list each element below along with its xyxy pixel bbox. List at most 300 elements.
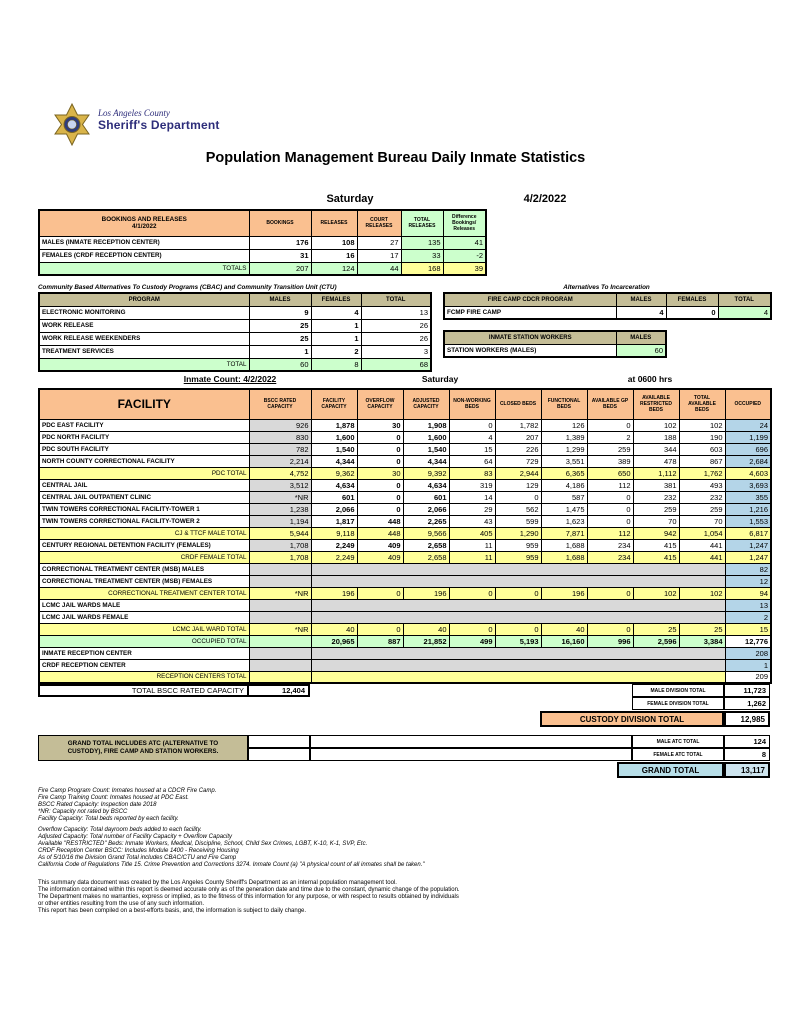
table-cell: 1,475 <box>541 503 587 515</box>
grand-total-note <box>38 735 248 761</box>
table-cell: 1,782 <box>495 419 541 431</box>
table-cell: 11 <box>449 539 495 551</box>
table-cell <box>249 611 311 623</box>
table-row <box>39 623 771 635</box>
male-division-row <box>632 684 770 697</box>
table-cell: 44 <box>357 262 401 275</box>
table-cell: 102 <box>633 419 679 431</box>
table-cell <box>249 671 311 683</box>
text-line: California Code of Regulations Title 15. Crime Prevention and Corrections 3274. Inmate Count (a) "A physical count of all inmates shall be taken." <box>38 862 425 868</box>
table-cell: *NR <box>249 623 311 635</box>
table-cell: 2 <box>587 431 633 443</box>
table-row <box>39 611 771 623</box>
table-cell: 4,603 <box>725 467 771 479</box>
table-cell: CENTURY REGIONAL DETENTION FACILITY (FEMALES) <box>39 539 249 551</box>
grand-note-line2: CUSTODY), FIRE CAMP AND STATION WORKERS. <box>67 748 219 755</box>
table-cell: CENTRAL JAIL <box>39 479 249 491</box>
table-cell: 9 <box>249 306 311 319</box>
cbac-title: Community Based Alternatives To Custody Programs (CBAC) and Community Transition Unit (CTU) <box>38 284 337 291</box>
table-cell: 112 <box>587 527 633 539</box>
table-cell: 2 <box>725 611 771 623</box>
custody-division-label: CUSTODY DIVISION TOTAL <box>540 711 724 727</box>
table-cell: 33 <box>401 249 443 262</box>
table-cell: 13 <box>725 599 771 611</box>
table-cell: 1,708 <box>249 551 311 563</box>
table-cell: 17 <box>357 249 401 262</box>
table-cell: 1,600 <box>311 431 357 443</box>
text-line: As of 5/10/16 the Division Grand Total includes CBAC/CTU and Fire Camp <box>38 855 237 861</box>
table-cell <box>311 575 725 587</box>
col-total: TOTAL <box>361 293 431 306</box>
sheriff-star-icon <box>52 103 92 152</box>
table-cell: 102 <box>679 419 725 431</box>
text-line: The Department makes no warranties, express or implied, as to the fitness of this information for any purpose, or with respect to results obtained by individuals <box>38 894 459 900</box>
table-cell: 1 <box>725 659 771 671</box>
table-cell: 2,684 <box>725 455 771 467</box>
table-cell: 696 <box>725 443 771 455</box>
female-atc-row <box>632 748 770 761</box>
table-cell: 1,238 <box>249 503 311 515</box>
table-cell: 26 <box>361 332 431 345</box>
table-cell: 4,634 <box>403 479 449 491</box>
table-cell: 415 <box>633 551 679 563</box>
table-cell: 2,066 <box>403 503 449 515</box>
col-males: MALES <box>616 293 666 306</box>
grand-note-line1: GRAND TOTAL INCLUDES ATC (ALTERNATIVE TO <box>67 739 219 747</box>
female-division-label: FEMALE DIVISION TOTAL <box>632 697 724 710</box>
table-cell: 234 <box>587 539 633 551</box>
table-cell: 16,160 <box>541 635 587 647</box>
col-females: FEMALES <box>666 293 718 306</box>
table-cell: 1,112 <box>633 467 679 479</box>
table-cell: 43 <box>449 515 495 527</box>
table-cell: 168 <box>401 262 443 275</box>
table-cell: 207 <box>249 262 311 275</box>
table-cell: 208 <box>725 647 771 659</box>
table-row <box>444 331 666 344</box>
table-cell: 2,944 <box>495 467 541 479</box>
table-cell: 0 <box>357 455 403 467</box>
table-cell: 1,389 <box>541 431 587 443</box>
table-cell: 1,600 <box>403 431 449 443</box>
gray-merged-cell <box>310 735 632 748</box>
table-cell: 415 <box>633 539 679 551</box>
table-row <box>39 599 771 611</box>
footnotes-group2 <box>38 827 425 869</box>
table-cell: 0 <box>357 491 403 503</box>
table-cell: 82 <box>725 563 771 575</box>
table-cell: 40 <box>311 623 357 635</box>
table-cell: 0 <box>357 587 403 599</box>
table-cell: 1 <box>249 345 311 358</box>
table-row <box>39 293 431 306</box>
table-cell: 1,553 <box>725 515 771 527</box>
table-cell: 1,817 <box>311 515 357 527</box>
text-line: CRDF Reception Center BSCC: Includes Module 1400 - Receiving Housing <box>38 848 239 854</box>
report-day: Saturday <box>326 193 374 205</box>
table-cell: 196 <box>403 587 449 599</box>
table-row <box>39 431 771 443</box>
total-bscc-value: 12,404 <box>248 684 310 697</box>
table-cell: 259 <box>633 503 679 515</box>
table-cell: 234 <box>587 551 633 563</box>
col-occupied: OCCUPIED <box>725 389 771 419</box>
table-cell: 562 <box>495 503 541 515</box>
table-cell: 4,344 <box>311 455 357 467</box>
table-cell: CENTRAL JAIL OUTPATIENT CLINIC <box>39 491 249 503</box>
table-cell: 448 <box>357 515 403 527</box>
table-row <box>39 635 771 647</box>
table-row <box>39 647 771 659</box>
text-line: Fire Camp Training Count: Inmates housed at PDC East. <box>38 795 189 801</box>
table-cell: 1,054 <box>679 527 725 539</box>
col-males: MALES <box>616 331 666 344</box>
page-title: Population Management Bureau Daily Inmate Statistics <box>205 150 586 166</box>
table-cell: 4,634 <box>311 479 357 491</box>
table-cell: *NR <box>249 491 311 503</box>
table-cell: 176 <box>249 236 311 249</box>
table-row <box>39 539 771 551</box>
table-row <box>39 491 771 503</box>
table-cell: 15 <box>449 443 495 455</box>
table-cell: LCMC JAIL WARDS MALE <box>39 599 249 611</box>
table-cell: 3,384 <box>679 635 725 647</box>
table-cell <box>249 563 311 575</box>
table-cell: 25 <box>679 623 725 635</box>
table-cell: 8 <box>311 358 361 371</box>
table-row <box>39 332 431 345</box>
table-cell: NORTH COUNTY CORRECTIONAL FACILITY <box>39 455 249 467</box>
table-cell: 650 <box>587 467 633 479</box>
facility-table <box>38 388 772 684</box>
table-row <box>39 659 771 671</box>
inmate-count-title: Inmate Count: 4/2/2022 <box>183 374 277 384</box>
table-cell: 25 <box>249 319 311 332</box>
agency-county-label: Los Angeles County <box>98 108 170 118</box>
text-line: Adjusted Capacity: Total number of Facility Capacity + Overflow Capacity <box>38 834 233 840</box>
table-row <box>39 467 771 479</box>
col-facility: FACILITY <box>39 389 249 419</box>
table-cell: 3,693 <box>725 479 771 491</box>
grand-total-row <box>617 762 770 778</box>
table-row <box>39 587 771 599</box>
col-difference: Difference Bookings/ Releases <box>443 210 486 236</box>
table-cell: 355 <box>725 491 771 503</box>
table-cell: 1,708 <box>249 539 311 551</box>
col-total-releases: TOTAL RELEASES <box>401 210 443 236</box>
table-cell <box>311 659 725 671</box>
table-cell: 226 <box>495 443 541 455</box>
table-cell: 108 <box>311 236 357 249</box>
table-cell: 1,762 <box>679 467 725 479</box>
table-row <box>444 293 771 306</box>
table-cell: 135 <box>401 236 443 249</box>
table-cell: *NR <box>249 587 311 599</box>
table-cell: 102 <box>679 587 725 599</box>
table-cell: LCMC JAIL WARD TOTAL <box>39 623 249 635</box>
table-cell: 29 <box>449 503 495 515</box>
table-cell: PDC EAST FACILITY <box>39 419 249 431</box>
table-row <box>39 262 486 275</box>
row-label: WORK RELEASE WEEKENDERS <box>39 332 249 345</box>
table-cell: 0 <box>449 623 495 635</box>
table-cell: 94 <box>725 587 771 599</box>
table-cell: 599 <box>495 515 541 527</box>
table-cell: 441 <box>679 539 725 551</box>
table-cell: 112 <box>587 479 633 491</box>
table-cell: 1,688 <box>541 551 587 563</box>
bookings-table <box>38 209 487 276</box>
table-cell: 26 <box>361 319 431 332</box>
table-row <box>39 236 486 249</box>
col-closed-beds: CLOSED BEDS <box>495 389 541 419</box>
table-cell: 959 <box>495 539 541 551</box>
table-cell: 0 <box>587 587 633 599</box>
table-cell: 448 <box>357 527 403 539</box>
table-row <box>39 503 771 515</box>
female-atc-value: 8 <box>724 748 770 761</box>
table-cell: CORRECTIONAL TREATMENT CENTER (MSB) FEMALES <box>39 575 249 587</box>
table-cell: 259 <box>587 443 633 455</box>
col-males: MALES <box>249 293 311 306</box>
table-cell: 1,247 <box>725 551 771 563</box>
table-cell: CORRECTIONAL TREATMENT CENTER TOTAL <box>39 587 249 599</box>
table-row <box>39 479 771 491</box>
table-cell: 1,194 <box>249 515 311 527</box>
table-cell: RECEPTION CENTERS TOTAL <box>39 671 249 683</box>
text-line: *NR: Capacity not rated by BSCC <box>38 809 128 815</box>
table-cell: 129 <box>495 479 541 491</box>
table-cell: 25 <box>633 623 679 635</box>
table-cell: 40 <box>541 623 587 635</box>
disclaimer <box>38 880 460 915</box>
table-cell: 259 <box>679 503 725 515</box>
table-header-row <box>39 389 771 419</box>
table-cell: 39 <box>443 262 486 275</box>
table-cell: 2,249 <box>311 539 357 551</box>
table-cell <box>311 611 725 623</box>
table-cell <box>249 575 311 587</box>
table-cell: 4 <box>616 306 666 319</box>
table-row <box>39 515 771 527</box>
table-cell: 232 <box>679 491 725 503</box>
col-releases: RELEASES <box>311 210 357 236</box>
table-cell: OCCUPIED TOTAL <box>39 635 249 647</box>
table-cell: 188 <box>633 431 679 443</box>
col-females: FEMALES <box>311 293 361 306</box>
table-row <box>39 455 771 467</box>
table-cell: 11 <box>449 551 495 563</box>
row-label: STATION WORKERS (MALES) <box>444 344 616 357</box>
totals-label: TOTAL <box>39 358 249 371</box>
table-cell: 959 <box>495 551 541 563</box>
table-cell: 196 <box>541 587 587 599</box>
table-row <box>39 306 431 319</box>
table-cell: 30 <box>357 467 403 479</box>
table-cell: 60 <box>249 358 311 371</box>
table-cell: 729 <box>495 455 541 467</box>
table-cell: 40 <box>403 623 449 635</box>
table-cell <box>311 563 725 575</box>
table-cell: 4 <box>311 306 361 319</box>
table-cell: 12 <box>725 575 771 587</box>
table-cell: 441 <box>679 551 725 563</box>
table-cell: 603 <box>679 443 725 455</box>
text-line: The information contained within this report is deemed accurate only as of the generation date and time due to the constant, dynamic change of the population. <box>38 887 460 893</box>
custody-division-row <box>540 711 770 727</box>
table-cell: 0 <box>357 443 403 455</box>
table-cell: 68 <box>361 358 431 371</box>
table-cell: 478 <box>633 455 679 467</box>
table-cell: 1,688 <box>541 539 587 551</box>
female-atc-label: FEMALE ATC TOTAL <box>632 748 724 761</box>
table-cell: 926 <box>249 419 311 431</box>
table-row <box>39 358 431 371</box>
row-label: ELECTRONIC MONITORING <box>39 306 249 319</box>
col-adjusted-capacity: ADJUSTED CAPACITY <box>403 389 449 419</box>
table-cell: 207 <box>495 431 541 443</box>
table-cell: 2,249 <box>311 551 357 563</box>
table-cell: 1,199 <box>725 431 771 443</box>
table-cell: 587 <box>541 491 587 503</box>
table-row <box>444 344 666 357</box>
gray-cell <box>248 748 310 761</box>
table-cell: INMATE RECEPTION CENTER <box>39 647 249 659</box>
col-available-gp-beds: AVAILABLE GP BEDS <box>587 389 633 419</box>
table-cell: 1,216 <box>725 503 771 515</box>
table-cell: 409 <box>357 539 403 551</box>
table-cell: 344 <box>633 443 679 455</box>
agency-header <box>52 103 220 152</box>
col-bookings: BOOKINGS <box>249 210 311 236</box>
table-cell: 4,186 <box>541 479 587 491</box>
table-cell: 31 <box>249 249 311 262</box>
table-cell <box>249 647 311 659</box>
table-cell: 5,193 <box>495 635 541 647</box>
table-cell: 0 <box>666 306 718 319</box>
table-cell: 9,392 <box>403 467 449 479</box>
cbac-table <box>38 292 432 372</box>
table-cell: 12,776 <box>725 635 771 647</box>
female-division-value: 1,262 <box>724 697 770 710</box>
table-cell: 0 <box>587 503 633 515</box>
table-cell: 6,365 <box>541 467 587 479</box>
table-cell: 27 <box>357 236 401 249</box>
table-row <box>39 671 771 683</box>
fire-camp-header: FIRE CAMP CDCR PROGRAM <box>444 293 616 306</box>
table-cell: 493 <box>679 479 725 491</box>
table-cell: CRDF RECEPTION CENTER <box>39 659 249 671</box>
footnotes-group1 <box>38 788 216 823</box>
table-cell: 319 <box>449 479 495 491</box>
text-line: Overflow Capacity: Total dayroom beds added to each facility. <box>38 827 202 833</box>
table-cell: 41 <box>443 236 486 249</box>
total-bscc-label: TOTAL BSCC RATED CAPACITY <box>38 684 248 697</box>
table-cell: 0 <box>587 419 633 431</box>
table-row <box>39 249 486 262</box>
table-cell: 0 <box>587 515 633 527</box>
col-overflow-capacity: OVERFLOW CAPACITY <box>357 389 403 419</box>
table-cell: 2,658 <box>403 539 449 551</box>
row-label: FEMALES (CRDF RECEPTION CENTER) <box>39 249 249 262</box>
table-cell: 16 <box>311 249 357 262</box>
table-cell: 887 <box>357 635 403 647</box>
table-cell: 5,944 <box>249 527 311 539</box>
table-cell: 4 <box>718 306 771 319</box>
text-line: Available "RESTRICTED" Beds: Inmate Workers, Medical, Discipline, School, Child Sex Crimes, LGBT, K-10, K-1, SVP, Etc. <box>38 841 368 847</box>
table-cell: 867 <box>679 455 725 467</box>
table-cell: 3 <box>361 345 431 358</box>
table-cell: 1 <box>311 319 361 332</box>
row-label: WORK RELEASE <box>39 319 249 332</box>
agency-name-label: Sheriff's Department <box>98 117 220 132</box>
table-cell: 60 <box>616 344 666 357</box>
table-cell: 21,852 <box>403 635 449 647</box>
table-cell: 601 <box>403 491 449 503</box>
table-cell: 0 <box>449 587 495 599</box>
table-cell: 9,566 <box>403 527 449 539</box>
table-cell: 1,247 <box>725 539 771 551</box>
report-date: 4/2/2022 <box>523 193 567 205</box>
table-cell: 0 <box>495 587 541 599</box>
text-line: This report has been compiled on a best-efforts basis, and, the information is subject to daily change. <box>38 908 307 914</box>
table-cell: 1,540 <box>403 443 449 455</box>
table-cell: CORRECTIONAL TREATMENT CENTER (MSB) MALES <box>39 563 249 575</box>
grand-gray-row1 <box>248 735 632 748</box>
table-cell: 4,752 <box>249 467 311 479</box>
male-division-label: MALE DIVISION TOTAL <box>632 684 724 697</box>
table-cell: 3,512 <box>249 479 311 491</box>
text-line: Facility Capacity: Total beds reported by each facility. <box>38 816 179 822</box>
table-cell: LCMC JAIL WARDS FEMALE <box>39 611 249 623</box>
table-cell <box>311 647 725 659</box>
table-cell: 20,965 <box>311 635 357 647</box>
male-division-value: 11,723 <box>724 684 770 697</box>
table-cell: PDC NORTH FACILITY <box>39 431 249 443</box>
table-cell: 1,623 <box>541 515 587 527</box>
table-cell: CRDF FEMALE TOTAL <box>39 551 249 563</box>
table-row <box>39 563 771 575</box>
col-program: PROGRAM <box>39 293 249 306</box>
table-row <box>39 575 771 587</box>
table-row <box>444 306 771 319</box>
table-cell: 0 <box>449 419 495 431</box>
table-cell: 0 <box>587 623 633 635</box>
table-cell: 232 <box>633 491 679 503</box>
table-cell: 70 <box>633 515 679 527</box>
table-cell: 601 <box>311 491 357 503</box>
col-functional-beds: FUNCTIONAL BEDS <box>541 389 587 419</box>
table-cell: 6,817 <box>725 527 771 539</box>
alternatives-title: Alternatives To Incarceration <box>563 284 650 291</box>
table-cell: PDC TOTAL <box>39 467 249 479</box>
station-workers-table <box>443 330 667 358</box>
table-row <box>39 527 771 539</box>
male-atc-label: MALE ATC TOTAL <box>632 735 724 748</box>
table-row <box>39 210 486 236</box>
gray-merged-cell <box>310 748 632 761</box>
col-court-releases: COURT RELEASES <box>357 210 401 236</box>
table-cell: 126 <box>541 419 587 431</box>
table-cell: TWIN TOWERS CORRECTIONAL FACILITY-TOWER 1 <box>39 503 249 515</box>
table-cell: 13 <box>361 306 431 319</box>
table-cell: PDC SOUTH FACILITY <box>39 443 249 455</box>
table-cell: 1,908 <box>403 419 449 431</box>
female-division-row <box>632 697 770 710</box>
inmate-count-day: Saturday <box>421 374 459 384</box>
text-line: or other entities resulting from the use of any such information. <box>38 901 205 907</box>
table-cell: 25 <box>249 332 311 345</box>
